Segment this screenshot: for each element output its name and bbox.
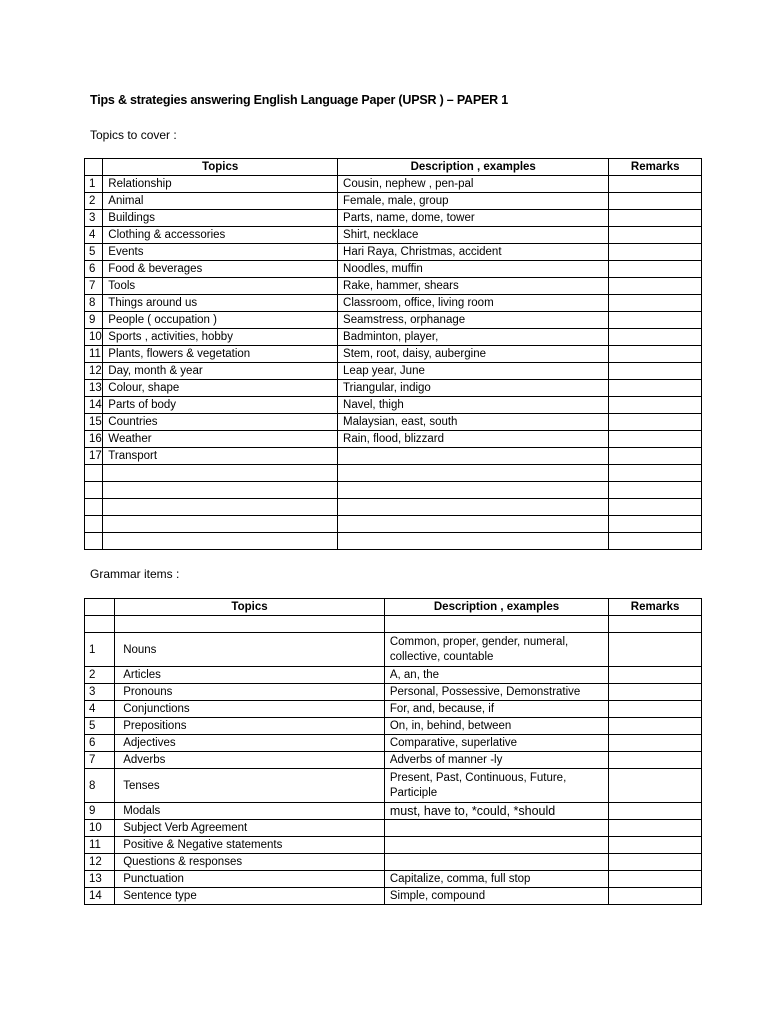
grammar-row-number: 13 bbox=[85, 871, 115, 888]
topics-row-remarks bbox=[609, 295, 702, 312]
topics-table-row bbox=[85, 499, 702, 516]
grammar-row-topic: Prepositions bbox=[115, 718, 385, 735]
topics-row-number: 8 bbox=[85, 295, 103, 312]
grammar-row-remarks bbox=[609, 820, 702, 837]
topics-header-row bbox=[85, 159, 702, 176]
grammar-row-topic: Adverbs bbox=[115, 752, 385, 769]
grammar-table-row bbox=[85, 888, 702, 905]
topics-row-topic: Weather bbox=[103, 431, 338, 448]
grammar-row-description: Capitalize, comma, full stop bbox=[384, 871, 608, 888]
grammar-row-description: Adverbs of manner -ly bbox=[384, 752, 608, 769]
grammar-row-number bbox=[85, 616, 115, 633]
grammar-row-number: 9 bbox=[85, 803, 115, 820]
grammar-row-number: 12 bbox=[85, 854, 115, 871]
topics-row-description bbox=[338, 448, 609, 465]
topics-row-topic: Sports , activities, hobby bbox=[103, 329, 338, 346]
topics-row-topic: Clothing & accessories bbox=[103, 227, 338, 244]
topics-row-topic bbox=[103, 465, 338, 482]
grammar-row-remarks bbox=[609, 803, 702, 820]
topics-row-description: Badminton, player, bbox=[338, 329, 609, 346]
grammar-row-topic: Punctuation bbox=[115, 871, 385, 888]
topics-row-number: 6 bbox=[85, 261, 103, 278]
topics-row-remarks bbox=[609, 312, 702, 329]
topics-row-number: 11 bbox=[85, 346, 103, 363]
topics-row-topic bbox=[103, 533, 338, 550]
topics-row-description bbox=[338, 482, 609, 499]
grammar-table-row bbox=[85, 752, 702, 769]
grammar-row-remarks bbox=[609, 718, 702, 735]
grammar-row-description: On, in, behind, between bbox=[384, 718, 608, 735]
topics-row-remarks bbox=[609, 380, 702, 397]
grammar-row-description: Common, proper, gender, numeral, collective, countable bbox=[384, 633, 608, 667]
topics-table-row bbox=[85, 244, 702, 261]
topics-row-topic: Events bbox=[103, 244, 338, 261]
grammar-row-topic bbox=[115, 616, 385, 633]
topics-table-row bbox=[85, 312, 702, 329]
topics-row-description bbox=[338, 499, 609, 516]
grammar-table-row bbox=[85, 837, 702, 854]
topics-row-topic: Transport bbox=[103, 448, 338, 465]
topics-row-remarks bbox=[609, 278, 702, 295]
grammar-row-remarks bbox=[609, 616, 702, 633]
topics-row-topic: Plants, flowers & vegetation bbox=[103, 346, 338, 363]
grammar-row-topic: Adjectives bbox=[115, 735, 385, 752]
topics-row-description bbox=[338, 533, 609, 550]
grammar-table-row bbox=[85, 769, 702, 803]
topics-row-remarks bbox=[609, 414, 702, 431]
topics-row-number: 16 bbox=[85, 431, 103, 448]
topics-row-description: Rake, hammer, shears bbox=[338, 278, 609, 295]
grammar-row-topic: Articles bbox=[115, 667, 385, 684]
grammar-row-description: Personal, Possessive, Demonstrative bbox=[384, 684, 608, 701]
topics-row-remarks bbox=[609, 448, 702, 465]
topics-row-number: 10 bbox=[85, 329, 103, 346]
topics-table-row bbox=[85, 329, 702, 346]
topics-row-remarks bbox=[609, 465, 702, 482]
topics-table-row bbox=[85, 261, 702, 278]
topics-row-number bbox=[85, 499, 103, 516]
topics-table-row bbox=[85, 533, 702, 550]
topics-row-description: Cousin, nephew , pen-pal bbox=[338, 176, 609, 193]
topics-row-description: Seamstress, orphanage bbox=[338, 312, 609, 329]
topics-section-label: Topics to cover : bbox=[90, 128, 177, 142]
grammar-row-description: A, an, the bbox=[384, 667, 608, 684]
topics-row-description: Noodles, muffin bbox=[338, 261, 609, 278]
topics-table-row bbox=[85, 397, 702, 414]
grammar-header-description: Description , examples bbox=[384, 599, 608, 616]
grammar-row-number: 2 bbox=[85, 667, 115, 684]
grammar-row-remarks bbox=[609, 854, 702, 871]
grammar-row-remarks bbox=[609, 752, 702, 769]
grammar-row-description bbox=[384, 854, 608, 871]
topics-table-row bbox=[85, 227, 702, 244]
grammar-table-row bbox=[85, 871, 702, 888]
grammar-row-number: 8 bbox=[85, 769, 115, 803]
topics-row-remarks bbox=[609, 329, 702, 346]
topics-row-topic bbox=[103, 482, 338, 499]
grammar-row-number: 10 bbox=[85, 820, 115, 837]
topics-row-remarks bbox=[609, 482, 702, 499]
grammar-row-topic: Conjunctions bbox=[115, 701, 385, 718]
topics-row-remarks bbox=[609, 193, 702, 210]
page-title: Tips & strategies answering English Language Paper (UPSR ) – PAPER 1 bbox=[90, 93, 508, 107]
grammar-table-row bbox=[85, 803, 702, 820]
topics-row-topic: Countries bbox=[103, 414, 338, 431]
topics-row-remarks bbox=[609, 431, 702, 448]
grammar-row-number: 6 bbox=[85, 735, 115, 752]
topics-table bbox=[84, 158, 702, 550]
topics-row-remarks bbox=[609, 397, 702, 414]
topics-row-topic: Food & beverages bbox=[103, 261, 338, 278]
topics-row-number: 14 bbox=[85, 397, 103, 414]
topics-row-remarks bbox=[609, 176, 702, 193]
topics-row-topic bbox=[103, 499, 338, 516]
grammar-row-topic: Modals bbox=[115, 803, 385, 820]
grammar-row-number: 3 bbox=[85, 684, 115, 701]
grammar-header-remarks: Remarks bbox=[609, 599, 702, 616]
topics-row-remarks bbox=[609, 261, 702, 278]
grammar-table bbox=[84, 598, 702, 905]
topics-row-description: Leap year, June bbox=[338, 363, 609, 380]
topics-row-number: 7 bbox=[85, 278, 103, 295]
topics-table-row bbox=[85, 380, 702, 397]
topics-row-description: Triangular, indigo bbox=[338, 380, 609, 397]
topics-row-number: 2 bbox=[85, 193, 103, 210]
topics-row-number: 3 bbox=[85, 210, 103, 227]
topics-row-description bbox=[338, 465, 609, 482]
grammar-header-topics: Topics bbox=[115, 599, 385, 616]
topics-table-row bbox=[85, 363, 702, 380]
grammar-row-number: 11 bbox=[85, 837, 115, 854]
grammar-row-remarks bbox=[609, 837, 702, 854]
topics-row-remarks bbox=[609, 533, 702, 550]
grammar-row-topic: Sentence type bbox=[115, 888, 385, 905]
topics-table-row bbox=[85, 414, 702, 431]
grammar-header-row bbox=[85, 599, 702, 616]
topics-row-topic: People ( occupation ) bbox=[103, 312, 338, 329]
topics-row-number: 12 bbox=[85, 363, 103, 380]
grammar-header-number bbox=[85, 599, 115, 616]
topics-header-topics: Topics bbox=[103, 159, 338, 176]
topics-header-remarks: Remarks bbox=[609, 159, 702, 176]
topics-table-row bbox=[85, 465, 702, 482]
grammar-table-row bbox=[85, 820, 702, 837]
grammar-row-description bbox=[384, 616, 608, 633]
grammar-table-row bbox=[85, 701, 702, 718]
grammar-table-row bbox=[85, 854, 702, 871]
topics-row-number bbox=[85, 465, 103, 482]
topics-row-number bbox=[85, 516, 103, 533]
topics-table-row bbox=[85, 193, 702, 210]
grammar-row-remarks bbox=[609, 684, 702, 701]
grammar-row-topic: Pronouns bbox=[115, 684, 385, 701]
grammar-section-label: Grammar items : bbox=[90, 567, 180, 581]
topics-row-number: 15 bbox=[85, 414, 103, 431]
topics-row-topic: Relationship bbox=[103, 176, 338, 193]
topics-row-remarks bbox=[609, 227, 702, 244]
topics-row-number: 4 bbox=[85, 227, 103, 244]
grammar-row-description: Simple, compound bbox=[384, 888, 608, 905]
topics-row-topic: Tools bbox=[103, 278, 338, 295]
topics-row-remarks bbox=[609, 516, 702, 533]
topics-row-number bbox=[85, 533, 103, 550]
grammar-row-topic: Tenses bbox=[115, 769, 385, 803]
grammar-row-description: must, have to, *could, *should bbox=[384, 803, 608, 820]
topics-row-description bbox=[338, 516, 609, 533]
topics-row-topic: Parts of body bbox=[103, 397, 338, 414]
topics-header-description: Description , examples bbox=[338, 159, 609, 176]
grammar-row-remarks bbox=[609, 633, 702, 667]
grammar-row-remarks bbox=[609, 888, 702, 905]
grammar-row-topic: Nouns bbox=[115, 633, 385, 667]
topics-table-row bbox=[85, 210, 702, 227]
topics-table-row bbox=[85, 278, 702, 295]
grammar-row-topic: Positive & Negative statements bbox=[115, 837, 385, 854]
grammar-row-description: For, and, because, if bbox=[384, 701, 608, 718]
topics-row-remarks bbox=[609, 499, 702, 516]
topics-row-remarks bbox=[609, 244, 702, 261]
grammar-row-description: Present, Past, Continuous, Future, Participle bbox=[384, 769, 608, 803]
topics-row-description: Female, male, group bbox=[338, 193, 609, 210]
topics-row-number: 1 bbox=[85, 176, 103, 193]
topics-row-description: Classroom, office, living room bbox=[338, 295, 609, 312]
topics-table-row bbox=[85, 295, 702, 312]
grammar-table-row bbox=[85, 616, 702, 633]
grammar-table-row bbox=[85, 633, 702, 667]
topics-row-number: 13 bbox=[85, 380, 103, 397]
grammar-row-number: 1 bbox=[85, 633, 115, 667]
grammar-row-remarks bbox=[609, 769, 702, 803]
topics-table-row bbox=[85, 431, 702, 448]
grammar-row-topic: Questions & responses bbox=[115, 854, 385, 871]
grammar-table-row bbox=[85, 718, 702, 735]
topics-row-topic: Colour, shape bbox=[103, 380, 338, 397]
grammar-row-remarks bbox=[609, 871, 702, 888]
grammar-row-description bbox=[384, 837, 608, 854]
topics-row-description: Rain, flood, blizzard bbox=[338, 431, 609, 448]
grammar-row-description bbox=[384, 820, 608, 837]
topics-row-topic: Things around us bbox=[103, 295, 338, 312]
topics-row-topic: Animal bbox=[103, 193, 338, 210]
grammar-table-row bbox=[85, 735, 702, 752]
topics-row-description: Shirt, necklace bbox=[338, 227, 609, 244]
topics-row-description: Hari Raya, Christmas, accident bbox=[338, 244, 609, 261]
topics-table-row bbox=[85, 176, 702, 193]
topics-row-remarks bbox=[609, 346, 702, 363]
grammar-row-topic: Subject Verb Agreement bbox=[115, 820, 385, 837]
topics-row-topic: Day, month & year bbox=[103, 363, 338, 380]
grammar-row-number: 4 bbox=[85, 701, 115, 718]
topics-row-number: 17 bbox=[85, 448, 103, 465]
grammar-row-number: 5 bbox=[85, 718, 115, 735]
topics-row-description: Parts, name, dome, tower bbox=[338, 210, 609, 227]
grammar-row-remarks bbox=[609, 701, 702, 718]
grammar-row-remarks bbox=[609, 735, 702, 752]
grammar-row-remarks bbox=[609, 667, 702, 684]
topics-row-number bbox=[85, 482, 103, 499]
topics-row-number: 5 bbox=[85, 244, 103, 261]
topics-header-number bbox=[85, 159, 103, 176]
topics-row-remarks bbox=[609, 210, 702, 227]
grammar-row-number: 14 bbox=[85, 888, 115, 905]
topics-table-row bbox=[85, 516, 702, 533]
grammar-table-row bbox=[85, 667, 702, 684]
topics-table-row bbox=[85, 346, 702, 363]
topics-row-topic: Buildings bbox=[103, 210, 338, 227]
topics-row-description: Malaysian, east, south bbox=[338, 414, 609, 431]
topics-row-number: 9 bbox=[85, 312, 103, 329]
topics-row-topic bbox=[103, 516, 338, 533]
topics-table-row bbox=[85, 482, 702, 499]
topics-row-remarks bbox=[609, 363, 702, 380]
topics-row-description: Stem, root, daisy, aubergine bbox=[338, 346, 609, 363]
grammar-row-number: 7 bbox=[85, 752, 115, 769]
grammar-table-row bbox=[85, 684, 702, 701]
grammar-row-description: Comparative, superlative bbox=[384, 735, 608, 752]
topics-table-row bbox=[85, 448, 702, 465]
topics-row-description: Navel, thigh bbox=[338, 397, 609, 414]
